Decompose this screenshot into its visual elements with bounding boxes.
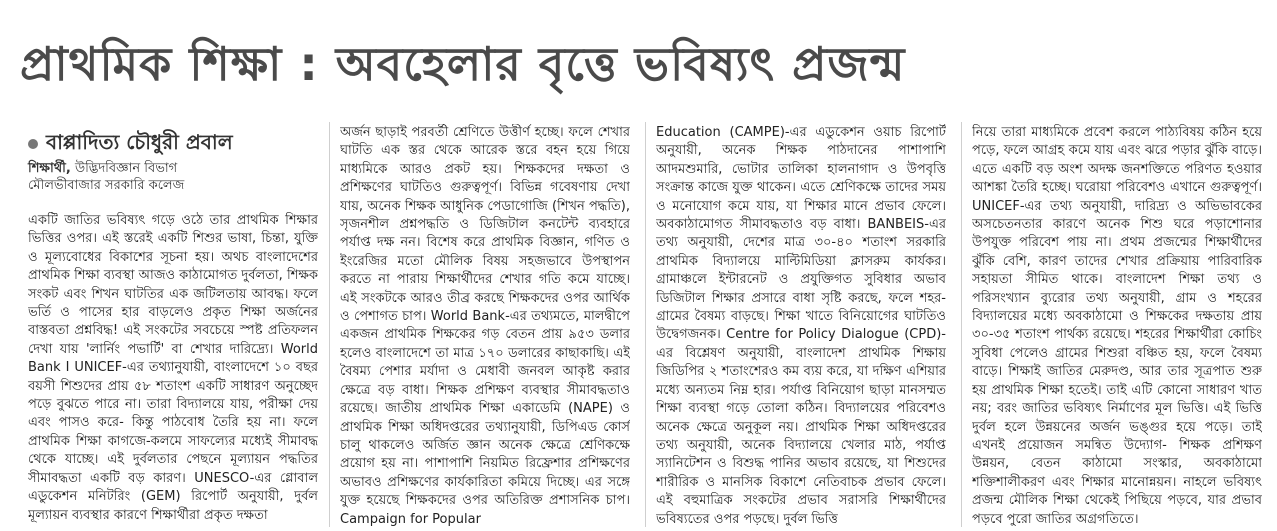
affiliation-role: শিক্ষার্থী, (28, 161, 71, 176)
headline: প্রাথমিক শিক্ষা : অবহেলার বৃত্তে ভবিষ্যৎ প্রজন্ম (20, 37, 906, 91)
author-byline (28, 128, 233, 161)
column-text: Education (CAMPE)-এর এডুকেশন ওয়াচ রিপোর্ট অনুযায়ী, অনেক শিক্ষক পাঠদানের পাশাপাশি আদমশুমারি, ভোটার তালিকা হালনাগাদ ও উপবৃত্তি সংক্রান্ত কাজে যুক্ত থাকেন। এতে শ্রেণিকক্ষে তাদের সময় ও মনোযোগ কমে যায়, যা শিক্ষার মানে প্রভাব ফেলে। অবকাঠামোগত সীমাবদ্ধতাও বড় বাধা। BANBEIS-এর তথ্য অনুযায়ী, দেশের মাত্র ৩০-৪০ শতাংশ সরকারি প্রাথমিক বিদ্যালয়ে মাল্টিমিডিয়া ক্লাসরুম কার্যকর। গ্রামাঞ্চলে ইন্টারনেট ও প্রযুক্তিগত সুবিধার অভাব ডিজিটাল শিক্ষার প্রসারে বাধা সৃষ্টি করছে, ফলে শহর-গ্রামের বৈষম্য বাড়ছে। শিক্ষা খাতে বিনিয়োগের ঘাটতিও উদ্বেগজনক। Centre for Policy Dialogue (CPD)-এর বিশ্লেষণ অনুযায়ী, বাংলাদেশ প্রাথমিক শিক্ষায় জিডিপির ২ শতাংশেরও কম ব্যয় করে, যা দক্ষিণ এশিয়ার মধ্যে অন্যতম নিম্ন হার। পর্যাপ্ত বিনিয়োগ ছাড়া মানসম্মত শিক্ষা ব্যবস্থা গড়ে তোলা কঠিন। বিদ্যালয়ের পরিবেশও অনেক ক্ষেত্রে অনুকূল নয়। প্রাথমিক শিক্ষা অধিদপ্তরের তথ্য অনুযায়ী, অনেক বিদ্যালয়ে খেলার মাঠ, পর্যাপ্ত স্যানিটেশন ও বিশুদ্ধ পানির অভাব রয়েছে, যা শিশুদের শারীরিক ও মানসিক বিকাশে নেতিবাচক প্রভাব ফেলে। এই বহুমাত্রিক সংকটের প্রভাব সরাসরি শিক্ষার্থীদের ভবিষ্যতের ওপর পড়ছে। দুর্বল ভিত্তি (656, 125, 946, 526)
author-name: বাপ্পাদিত্য চৌধুরী প্রবাল (46, 130, 233, 154)
column-text: নিয়ে তারা মাধ্যমিকে প্রবেশ করলে পাঠ্যবিষয় কঠিন হয়ে পড়ে, ফলে আগ্রহ কমে যায় এবং ঝরে পড়ার ঝুঁকি বাড়ে। এতে একটি বড় অংশ অদক্ষ জনশক্তিতে পরিণত হওয়ার আশঙ্কা তৈরি হচ্ছে। ঘরোয়া পরিবেশও এখানে গুরুত্বপূর্ণ। UNICEF-এর তথ্য অনুযায়ী, দারিদ্র্য ও অভিভাবকের অসচেতনতার কারণে অনেক শিশু ঘরে পড়াশোনার উপযুক্ত পরিবেশ পায় না। প্রথম প্রজন্মের শিক্ষার্থীদের ঝুঁকি বেশি, কারণ তাদের শেখার প্রক্রিয়ায় পারিবারিক সহায়তা সীমিত থাকে। বাংলাদেশ শিক্ষা তথ্য ও পরিসংখ্যান ব্যুরোর তথ্য অনুযায়ী, গ্রাম ও শহরের বিদ্যালয়ের মধ্যে অবকাঠামো ও শিক্ষকের দক্ষতায় প্রায় ৩০-৩৫ শতাংশ পার্থক্য রয়েছে। শহরের শিক্ষার্থীরা কোচিং সুবিধা পেলেও গ্রামের শিশুরা বঞ্চিত হয়, ফলে বৈষম্য বাড়ে। শিক্ষাই জাতির মেরুদণ্ড, আর তার সূত্রপাত শুরু হয় প্রাথমিক শিক্ষা হতেই। তাই এটি কোনো সাধারণ খাত নয়; বরং জাতির ভবিষ্যৎ নির্মাণের মূল ভিত্তি। এই ভিত্তি দুর্বল হলে উন্নয়নের অর্জন ভঙ্গুর হয়ে পড়ে। তাই এখনই প্রয়োজন সমন্বিত উদ্যোগ- শিক্ষক প্রশিক্ষণ উন্নয়ন, বেতন কাঠামো সংস্কার, অবকাঠামো শক্তিশালীকরণ এবং শিক্ষার মানোন্নয়ন। নাহলে ভবিষ্যৎ প্রজন্ম মৌলিক শিক্ষা থেকেই পিছিয়ে পড়বে, যার প্রভাব পড়বে পুরো জাতির অগ্রগতিতে। (972, 125, 1262, 526)
article-column-1 (28, 212, 318, 527)
article-column-3 (656, 124, 946, 526)
column-text: অর্জন ছাড়াই পরবর্তী শ্রেণিতে উত্তীর্ণ হচ্ছে। ফলে শেখার ঘাটতি এক স্তর থেকে আরেক স্তরে বহন হয়ে গিয়ে মাধ্যমিকে আরও প্রকট হয়। শিক্ষকদের দক্ষতা ও প্রশিক্ষণের ঘাটতিও গুরুত্বপূর্ণ। বিভিন্ন গবেষণায় দেখা যায়, অনেক শিক্ষক আধুনিক পেডাগোজি (শিখন পদ্ধতি), সৃজনশীল প্রশ্নপদ্ধতি ও ডিজিটাল কনটেন্ট ব্যবহারে পর্যাপ্ত দক্ষ নন। বিশেষ করে প্রাথমিক বিজ্ঞান, গণিত ও ইংরেজির মতো মৌলিক বিষয় সহজভাবে উপস্থাপন করতে না পারায় শিক্ষার্থীদের শেখার গতি কমে যাচ্ছে। এই সংকটকে আরও তীব্র করছে শিক্ষকদের ওপর আর্থিক ও পেশাগত চাপ। World Bank-এর তথ্যমতে, মালদ্বীপে একজন প্রাথমিক শিক্ষকের গড় বেতন প্রায় ৯৫৩ ডলার হলেও বাংলাদেশে তা মাত্র ১৭০ ডলারের কাছাকাছি। এই বৈষম্য পেশার মর্যাদা ও মেধাবী জনবল আকৃষ্ট করার ক্ষেত্রে বড় বাধা। শিক্ষক প্রশিক্ষণ ব্যবস্থার সীমাবদ্ধতাও রয়েছে। জাতীয় প্রাথমিক শিক্ষা একাডেমি (NAPE) ও প্রাথমিক শিক্ষা অধিদপ্তরের তথ্যানুযায়ী, ডিপিএড কোর্স চালু থাকলেও অর্জিত জ্ঞান অনেক ক্ষেত্রে শ্রেণিকক্ষে প্রয়োগ হয় না। পাশাপাশি নিয়মিত রিফ্রেশার প্রশিক্ষণের অভাবও প্রশিক্ষণের কার্যকারিতা কমিয়ে দিচ্ছে। এর সঙ্গে যুক্ত হয়েছে শিক্ষকদের ওপর অতিরিক্ত প্রশাসনিক চাপ। Campaign for Popular (340, 125, 630, 526)
column-divider (961, 122, 962, 527)
article-column-2 (340, 124, 630, 526)
column-divider (645, 122, 646, 527)
bullet-icon (28, 139, 38, 149)
column-text: একটি জাতির ভবিষ্যৎ গড়ে ওঠে তার প্রাথমিক শিক্ষার ভিত্তির ওপর। এই স্তরেই একটি শিশুর ভাষা, চিন্তা, যুক্তি ও মূল্যবোধের বিকাশের সূচনা হয়। অথচ বাংলাদেশের প্রাথমিক শিক্ষা ব্যবস্থা আজও কাঠামোগত দুর্বলতা, শিক্ষক সংকট এবং শিখন ঘাটতির এক জটিলতায় আবদ্ধ। ফলে ভর্তি ও পাসের হার বাড়লেও প্রকৃত শিক্ষা অর্জনের বাস্তবতা প্রশ্নবিদ্ধ! এই সংকটের সবচেয়ে স্পষ্ট প্রতিফলন দেখা যায় 'লার্নিং পভার্টি' বা শেখার দারিদ্র্যে। World Bank I UNICEF-এর তথ্যানুযায়ী, বাংলাদেশে ১০ বছর বয়সী শিশুদের প্রায় ৫৮ শতাংশ একটি সাধারণ অনুচ্ছেদ পড়ে বুঝতে পারে না। তারা বিদ্যালয়ে যায়, পরীক্ষা দেয় এবং পাসও করে- কিন্তু পাঠবোধ তৈরি হয় না। ফলে প্রাথমিক শিক্ষা কাগজে-কলমে সাফল্যের মধ্যেই সীমাবদ্ধ থেকে যাচ্ছে। এই দুর্বলতার পেছনে মূল্যায়ন পদ্ধতির সীমাবদ্ধতা একটি বড় কারণ। UNESCO-এর গ্লোবাল এডুকেশন মনিটরিং (GEM) রিপোর্ট অনুযায়ী, দুর্বল মূল্যায়ন ব্যবস্থার কারণে শিক্ষার্থীরা প্রকৃত দক্ষতা (28, 213, 318, 523)
affiliation-college: মৌলভীবাজার সরকারি কলেজ (28, 178, 185, 193)
affiliation-department: উদ্ভিদবিজ্ঞান বিভাগ (74, 161, 178, 176)
author-affiliation (28, 160, 318, 194)
column-divider (329, 122, 330, 527)
article-column-4 (972, 124, 1262, 526)
